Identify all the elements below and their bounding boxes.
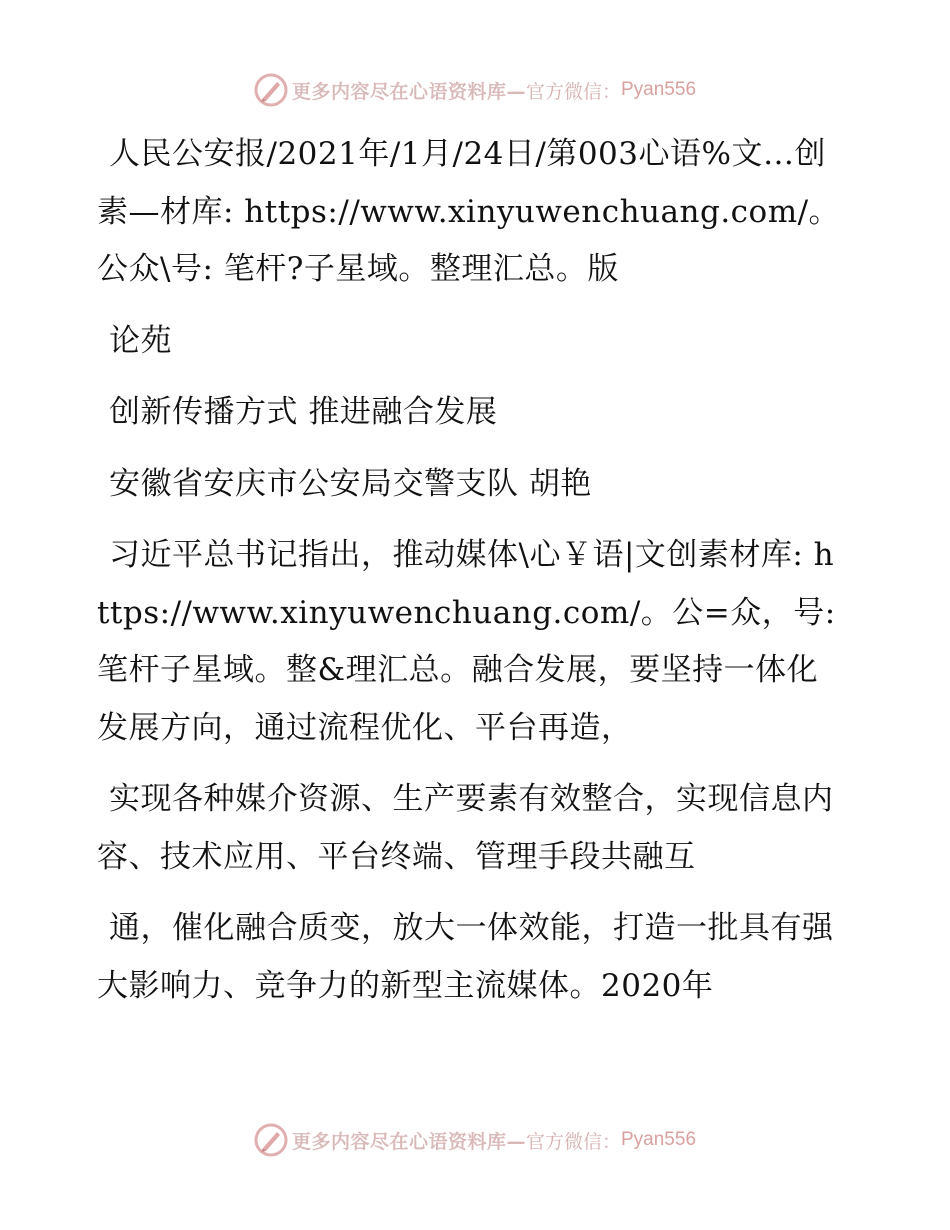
header-banner: [0, 70, 950, 110]
document-body: [97, 126, 842, 1029]
banner-wechat-label: 官方微信：: [525, 80, 621, 103]
section-label: 论苑: [109, 322, 172, 359]
body-paragraph: 通，催化融合质变，放大一体效能，打造一批具有强大影响力、竞争力的新型主流媒体。2020年: [97, 910, 834, 1004]
pen-logo-icon: [254, 1123, 288, 1157]
article-title: 创新传播方式 推进融合发展: [109, 394, 498, 430]
body-paragraph: 习近平总书记指出，推动媒体\心￥语|文创素材库: https://www.xinyuwenchuang.com/。公=众，号: 笔杆子星域。整&理汇总。融合发展，要坚持一体化发展方向，通过流程优化、平台再造，: [97, 537, 836, 746]
body-paragraph: 实现各种媒介资源、生产要素有效整合，实现信息内容、技术应用、平台终端、管理手段共融互: [97, 781, 834, 875]
footer-banner: [0, 1120, 950, 1160]
source-line: 人民公安报/2021年/1月/24日/第003心语%文…创素—材库: https://www.xinyuwenchuang.com/。公众\号: 笔杆?子星域。整理汇总。版: [97, 136, 841, 287]
banner-wechat-id: Pyan556: [621, 79, 697, 100]
author-line: 安徽省安庆市公安局交警支队 胡艳: [109, 465, 592, 502]
banner-wechat-label: 官方微信：: [525, 1130, 621, 1153]
banner-slogan: 更多内容尽在心语资料库—: [291, 1130, 526, 1153]
banner-wechat-id: Pyan556: [621, 1129, 697, 1150]
banner-slogan: 更多内容尽在心语资料库—: [291, 80, 526, 103]
pen-logo-icon: [254, 73, 288, 107]
